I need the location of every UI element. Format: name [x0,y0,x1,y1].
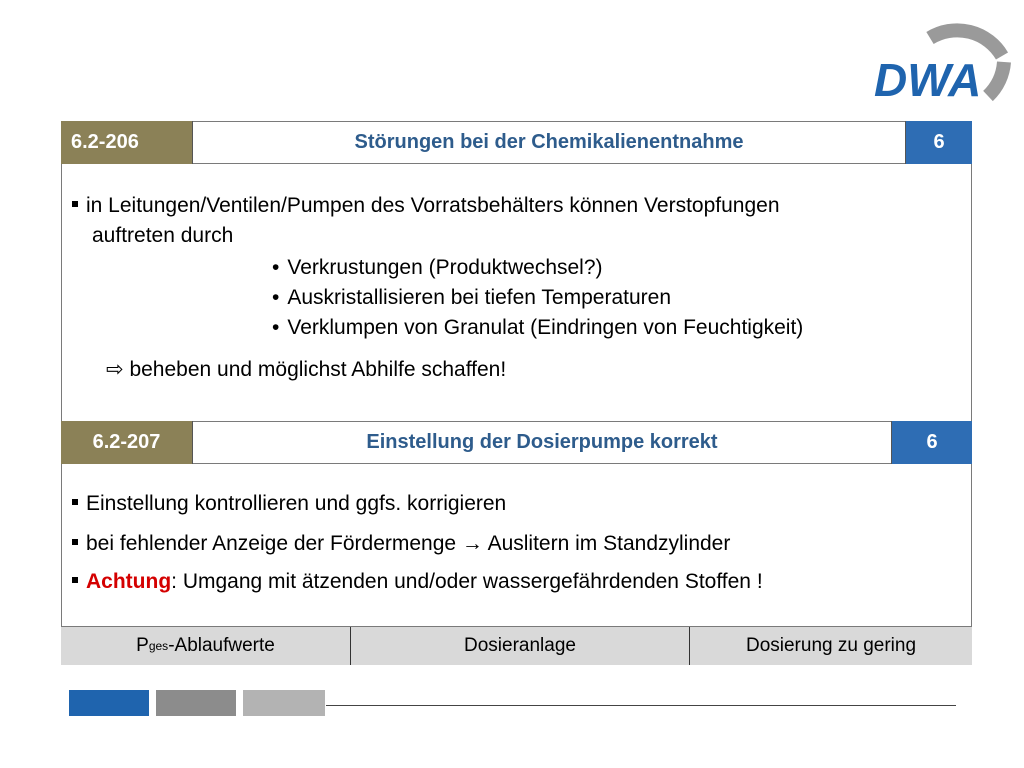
footer-col3: Dosierung zu gering [745,635,917,656]
square-bullet-icon [72,499,78,505]
dwa-logo [870,18,1012,102]
section2-header [61,421,972,464]
section1-bullet: • Auskristallisieren bei tiefen Temperaturen [272,283,671,313]
section2-item: bei fehlender Anzeige der Fördermenge → Auslitern im Standzylinder [72,529,730,559]
logo-text: DWA [874,54,982,102]
square-bullet-icon [72,201,78,207]
arrow-right-icon: ⇨ [106,358,124,381]
square-bullet-icon [72,577,78,583]
square-bullet-icon [72,539,78,545]
bullet-icon: • [272,256,280,279]
bar-blue [69,690,149,716]
section1-code: 6.2-206 [61,121,193,164]
bullet-icon: • [272,316,280,339]
section1-header [61,121,972,164]
section2-num: 6 [891,421,972,464]
section2-warning: Achtung: Umgang mit ätzenden und/oder wassergefährdenden Stoffen ! [72,567,763,597]
section1-line2: auftreten durch [92,224,234,247]
section1-line1: in Leitungen/Ventilen/Pumpen des Vorratsbehälters können Verstopfungen [72,191,780,221]
section2-item: Einstellung kontrollieren und ggfs. korrigieren [72,489,506,519]
section1-title: Störungen bei der Chemikalienentnahme [193,121,905,164]
section1-bullet: • Verkrustungen (Produktwechsel?) [272,253,603,283]
divider-line [326,705,956,706]
section2-code: 6.2-207 [61,421,193,464]
warning-label: Achtung [86,570,172,593]
section1-conclusion: ⇨ beheben und möglichst Abhilfe schaffen! [106,358,507,381]
section1-bullet: • Verklumpen von Granulat (Eindringen von Feuchtigkeit) [272,313,803,343]
section2-title: Einstellung der Dosierpumpe korrekt [193,421,891,464]
bar-gray-light [243,690,325,716]
footer-col2: Dosieranlage [351,627,690,665]
section1-num: 6 [905,121,972,164]
footer-col1: P ges -Ablaufwerte [61,627,351,665]
bullet-icon: • [272,286,280,309]
footer-row [61,626,972,665]
bar-gray-dark [156,690,236,716]
